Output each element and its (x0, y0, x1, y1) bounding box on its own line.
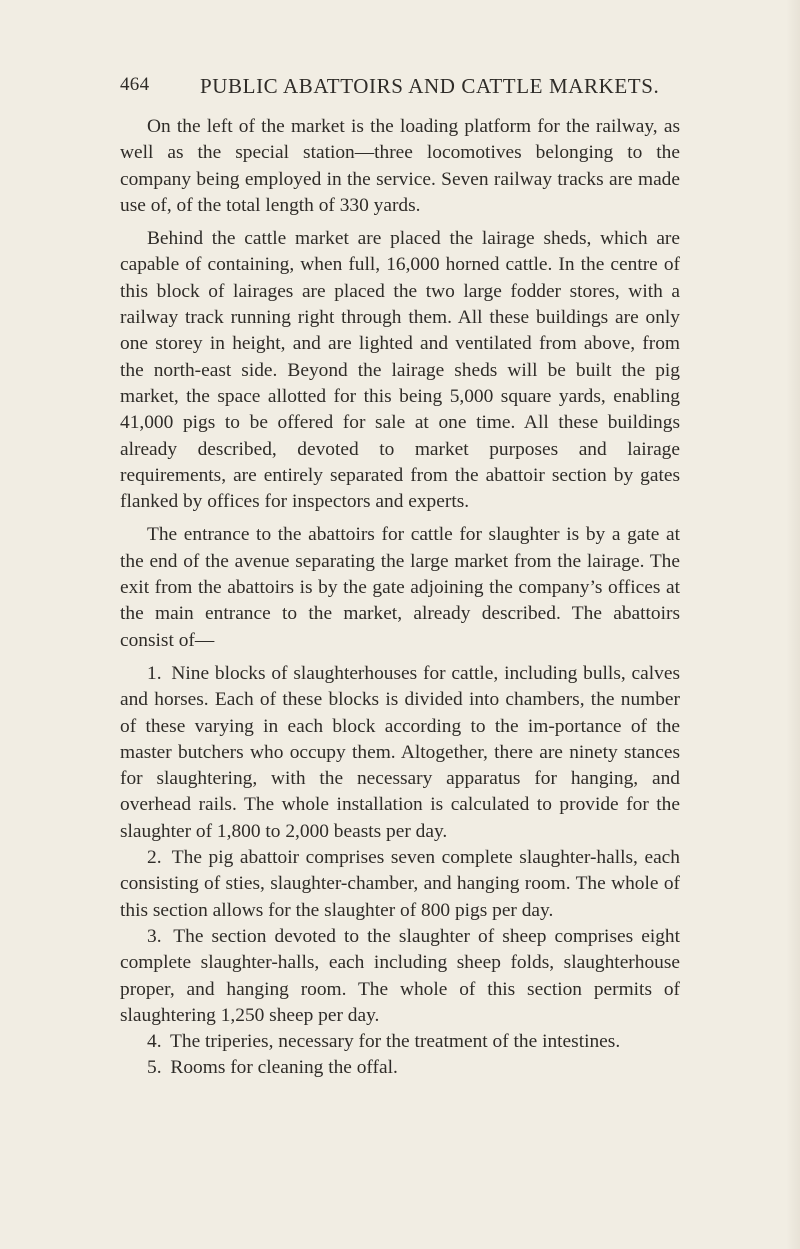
list-item-cattle-slaughterhouses (120, 661, 680, 845)
list-text: The pig abattoir comprises seven complete slaughter-halls, each consisting of sties, slaughter-chamber, and hanging room. The whole of this section allows for the slaughter of 800 pigs per day. (120, 847, 680, 921)
list-item-triperies (120, 1029, 680, 1055)
running-title: PUBLIC ABATTOIRS AND CATTLE MARKETS. (200, 74, 660, 98)
list-number: 4. (147, 1031, 162, 1053)
paragraph-railway: On the left of the market is the loading platform for the railway, as well as the special station—three locomotives belonging to the company being employed in the service. Seven railway tracks are made use of, of the total length of 330 yards. (120, 116, 680, 216)
list-text: Rooms for cleaning the offal. (170, 1057, 398, 1079)
list-item-pig-abattoir (120, 845, 680, 924)
list-text: Nine blocks of slaughterhouses for cattle, including bulls, calves and horses. Each of these blocks is divided into chambers, the number of these varying in each block according to the im-portance of the master butchers who occupy them. Altogether, there are ninety stances for slaughtering, with the necessary apparatus for hanging, and overhead rails. The whole installation is calculated to provide for the slaughter of 1,800 to 2,000 beasts per day. (120, 662, 680, 842)
list-number: 1. (147, 662, 162, 684)
list-number: 2. (147, 847, 162, 869)
list-item-offal-rooms (120, 1055, 680, 1081)
body-text (120, 114, 680, 1082)
page-header (120, 74, 680, 104)
list-text: The section devoted to the slaughter of sheep comprises eight complete slaughter-halls, each including sheep folds, slaughterhouse proper, and hanging room. The whole of this section permits of slaughtering 1,250 sheep per day. (120, 925, 680, 1026)
list-item-sheep-section (120, 924, 680, 1029)
list-number: 5. (147, 1057, 162, 1079)
paragraph-abattoir-entrance: The entrance to the abattoirs for cattle for slaughter is by a gate at the end of the avenue separating the large market from the lairage. The exit from the abattoirs is by the gate adjoining the company’s offices at the main entrance to the market, already described. The abattoirs consist of— (120, 524, 680, 651)
paragraph-lairage: Behind the cattle market are placed the lairage sheds, which are capable of containing, when full, 16,000 horned cattle. In the centre of this block of lairages are placed the two large fodder stores, with a railway track running right through them. All these buildings are only one storey in height, and are lighted and ventilated from above, from the north-east side. Beyond the lairage sheds will be built the pig market, the space allotted for this being 5,000 square yards, enabling 41,000 pigs to be offered for sale at one time. All these buildings already described, devoted to market purposes and lairage requirements, are entirely separated from the abattoir section by gates flanked by offices for inspectors and experts. (120, 228, 680, 513)
list-text: The triperies, necessary for the treatment of the intestines. (170, 1031, 621, 1053)
list-number: 3. (147, 925, 162, 947)
page-edge-shadow (786, 0, 800, 1249)
page-number: 464 (120, 74, 150, 95)
